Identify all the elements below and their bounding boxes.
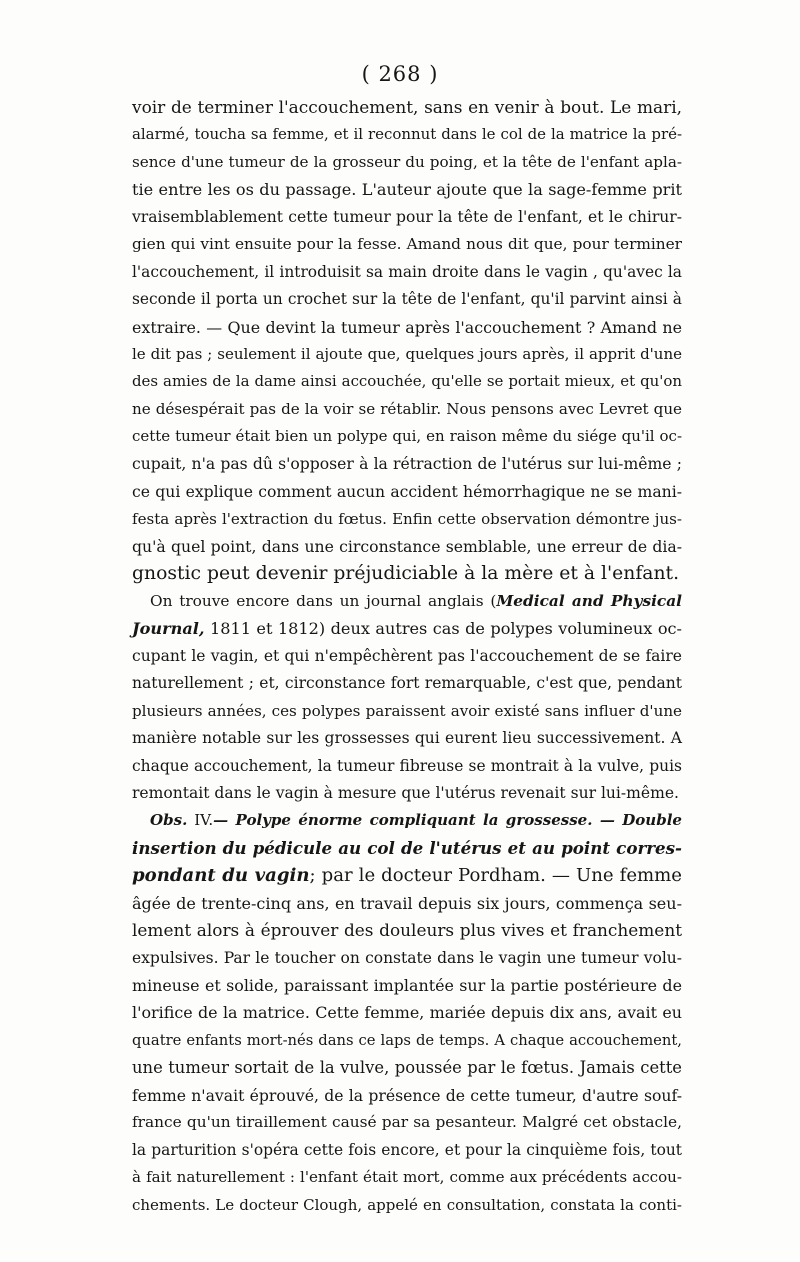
- text-fragment: 1811 et 1812) deux autres cas de polypes volumineux oc-: [204, 619, 682, 639]
- text-line: cupait, n'a pas dû s'opposer à la rétraction de l'utérus sur lui-même ;: [132, 454, 682, 473]
- text-line: lement alors à éprouver des douleurs plus vives et franchement: [132, 920, 682, 941]
- text-line: voir de terminer l'accouchement, sans en venir à bout. Le mari,: [132, 97, 682, 117]
- text-line: remontait dans le vagin à mesure que l'utérus revenait sur lui-même.: [132, 783, 679, 802]
- text-line: une tumeur sortait de la vulve, poussée par le fœtus. Jamais cette: [132, 1058, 682, 1078]
- text-line: mineuse et solide, paraissant implantée sur la partie postérieure de: [132, 976, 682, 995]
- text-line: seconde il porta un crochet sur la tête de l'enfant, qu'il parvint ainsi à: [132, 290, 682, 309]
- page-number: ( 268 ): [361, 62, 439, 86]
- text-line: ce qui explique comment aucun accident hémorrhagique ne se mani-: [132, 482, 682, 502]
- text-fragment: ; par le docteur Pordham. — Une femme: [309, 865, 682, 887]
- text-line: quatre enfants mort-nés dans ce laps de temps. A chaque accouchement,: [132, 1031, 682, 1049]
- text-line: ne désespérait pas de la voir se rétablir. Nous pensons avec Levret que: [132, 399, 682, 418]
- text-line: france qu'un tiraillement causé par sa pesanteur. Malgré cet obstacle,: [132, 1113, 682, 1132]
- journal-title: Medical and Physical: [496, 591, 683, 610]
- text-line: à fait naturellement : l'enfant était mort, comme aux précédents accou-: [132, 1168, 682, 1187]
- paragraph-2: [132, 588, 682, 808]
- text-line: sence d'une tumeur de la grosseur du poing, et la tête de l'enfant apla-: [132, 152, 682, 171]
- text-line: chements. Le docteur Clough, appelé en consultation, constata la conti-: [132, 1195, 682, 1214]
- text-line: naturellement ; et, circonstance fort remarquable, c'est que, pendant: [132, 674, 682, 693]
- text-line: cette tumeur était bien un polype qui, en raison même du siége qu'il oc-: [132, 427, 682, 446]
- text-line: gien qui vint ensuite pour la fesse. Amand nous dit que, pour terminer: [132, 235, 682, 254]
- text-line: la parturition s'opéra cette fois encore, et pour la cinquième fois, tout: [132, 1140, 682, 1159]
- text-line: extraire. — Que devint la tumeur après l'accouchement ? Amand ne: [132, 317, 682, 337]
- text-line: l'accouchement, il introduisit sa main droite dans le vagin , qu'avec la: [132, 262, 682, 281]
- text-line: [132, 862, 682, 889]
- text-line: alarmé, toucha sa femme, et il reconnut dans le col de la matrice la pré-: [132, 125, 682, 144]
- text-line: femme n'avait éprouvé, de la présence de cette tumeur, d'autre souf-: [132, 1085, 682, 1105]
- text-line: le dit pas ; seulement il ajoute que, quelques jours après, il apprit d'une: [132, 344, 682, 363]
- text-line: chaque accouchement, la tumeur fibreuse se montrait à la vulve, puis: [132, 756, 682, 775]
- paragraph-1: [132, 94, 682, 588]
- text-line: [132, 588, 682, 615]
- obs-label: Obs.: [150, 811, 188, 830]
- text-line: âgée de trente-cinq ans, en travail depuis six jours, commença seu-: [132, 893, 682, 913]
- text-line: festa après l'extraction du fœtus. Enfin cette observation démontre jus-: [132, 509, 682, 528]
- paragraph-3: [132, 807, 682, 1219]
- text-line: l'orifice de la matrice. Cette femme, mariée depuis dix ans, avait eu: [132, 1003, 682, 1023]
- text-line: expulsives. Par le toucher on constate dans le vagin une tumeur volu-: [132, 948, 682, 967]
- text-line: qu'à quel point, dans une circonstance semblable, une erreur de dia-: [132, 537, 682, 556]
- obs-title: — Polype énorme compliquant la grossesse. — Double: [213, 811, 682, 830]
- text-line: cupant le vagin, et qui n'empêchèrent pas l'accouchement de se faire: [132, 646, 682, 665]
- obs-number: IV.: [187, 811, 214, 830]
- text-fragment: On trouve encore dans un journal anglais (: [150, 591, 497, 610]
- observation-heading: [132, 807, 682, 834]
- text-line: vraisemblablement cette tumeur pour la tête de l'enfant, et le chirur-: [132, 207, 682, 226]
- obs-title: pondant du vagin: [132, 865, 310, 887]
- text-line: gnostic peut devenir préjudiciable à la mère et à l'enfant.: [132, 563, 680, 585]
- text-line: [132, 615, 682, 642]
- journal-title: Journal,: [132, 619, 205, 639]
- text-line: des amies de la dame ainsi accouchée, qu'elle se portait mieux, et qu'on: [132, 372, 682, 391]
- text-line: tie entre les os du passage. L'auteur ajoute que la sage-femme prit: [132, 180, 682, 200]
- body-text: [132, 94, 682, 1219]
- text-line: plusieurs années, ces polypes paraissent avoir existé sans influer d'une: [132, 701, 682, 720]
- obs-title-line: insertion du pédicule au col de l'utérus et au point corres-: [132, 837, 682, 858]
- text-line: manière notable sur les grossesses qui eurent lieu successivement. A: [132, 729, 682, 748]
